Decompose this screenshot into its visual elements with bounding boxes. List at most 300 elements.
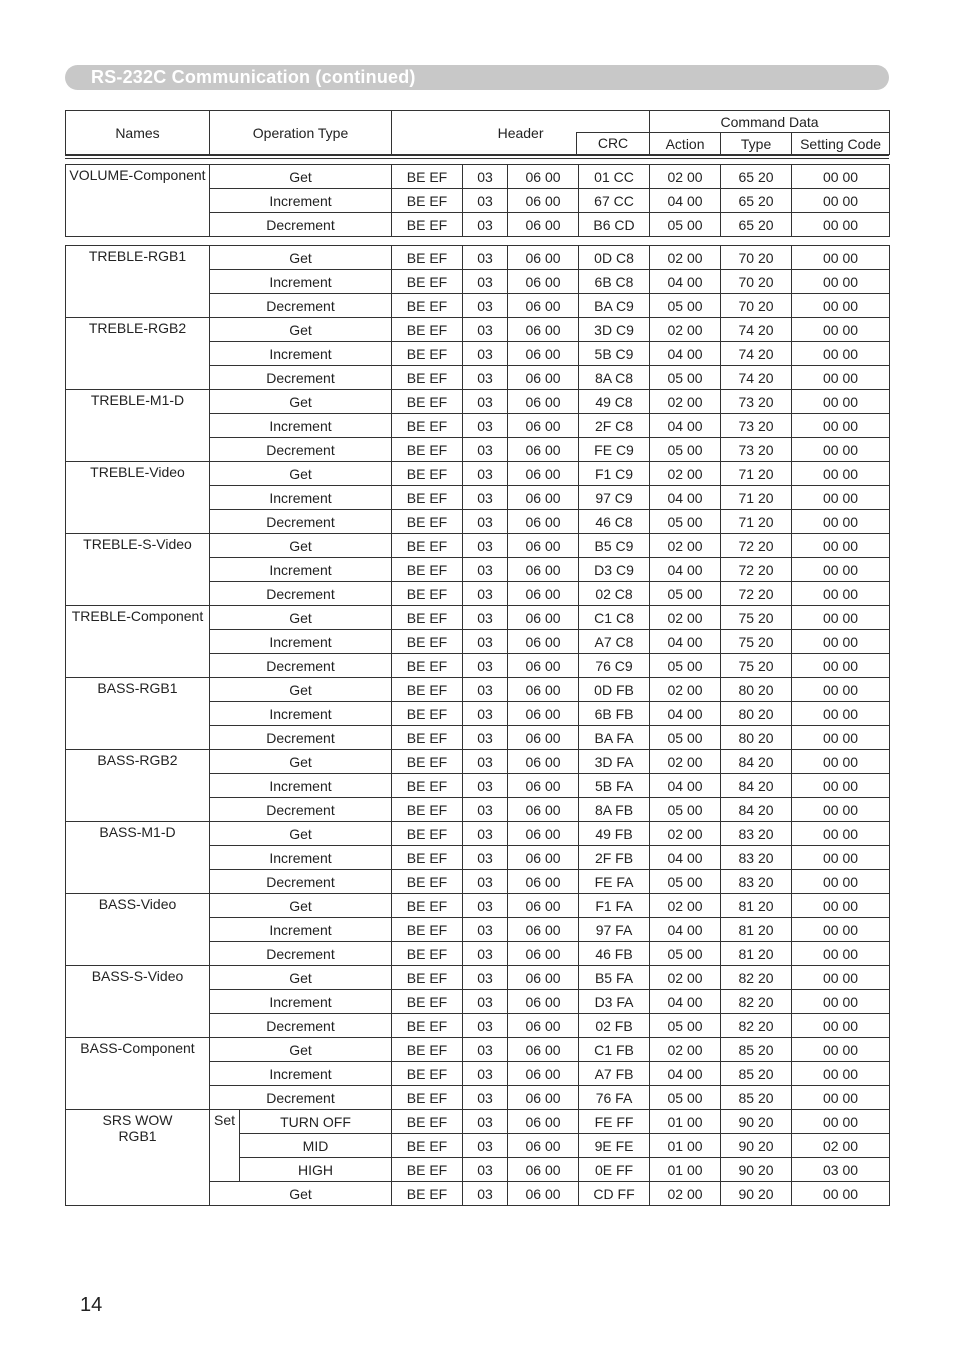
crc-cell: 3D C9 — [579, 318, 650, 342]
crc-cell: CD FF — [579, 1182, 650, 1206]
header-byte-2-cell: 03 — [463, 990, 508, 1014]
type-cell: 82 20 — [721, 1014, 792, 1038]
header-byte-3-cell: 06 00 — [508, 390, 579, 414]
header-byte-1-cell: BE EF — [392, 213, 463, 237]
setting-code-cell: 00 00 — [792, 822, 890, 846]
setting-code-cell: 00 00 — [792, 702, 890, 726]
type-cell: 73 20 — [721, 438, 792, 462]
row-name-cell: TREBLE-S-Video — [66, 534, 210, 606]
header-byte-3-cell: 06 00 — [508, 606, 579, 630]
header-byte-1-cell: BE EF — [392, 1158, 463, 1182]
type-cell: 83 20 — [721, 846, 792, 870]
header-byte-3-cell: 06 00 — [508, 966, 579, 990]
header-byte-1-cell: BE EF — [392, 966, 463, 990]
operation-cell: Decrement — [210, 1086, 392, 1110]
crc-cell: 5B C9 — [579, 342, 650, 366]
crc-cell: 97 C9 — [579, 486, 650, 510]
operation-cell: Get — [210, 606, 392, 630]
action-cell: 02 00 — [650, 894, 721, 918]
setting-code-cell: 00 00 — [792, 414, 890, 438]
operation-type-header: Operation Type — [210, 111, 392, 155]
row-name-cell: TREBLE-Component — [66, 606, 210, 678]
type-cell: 73 20 — [721, 414, 792, 438]
header-byte-2-cell: 03 — [463, 510, 508, 534]
header-byte-1-cell: BE EF — [392, 342, 463, 366]
header-byte-1-cell: BE EF — [392, 822, 463, 846]
header-byte-1-cell: BE EF — [392, 774, 463, 798]
header-label: Header — [497, 124, 544, 141]
action-cell: 05 00 — [650, 294, 721, 318]
crc-cell: 01 CC — [579, 165, 650, 189]
header-byte-2-cell: 03 — [463, 342, 508, 366]
header-byte-3-cell: 06 00 — [508, 918, 579, 942]
operation-cell: TURN OFF — [240, 1110, 392, 1134]
header-byte-1-cell: BE EF — [392, 390, 463, 414]
type-cell: 75 20 — [721, 606, 792, 630]
crc-cell: B6 CD — [579, 213, 650, 237]
type-cell: 90 20 — [721, 1158, 792, 1182]
header-byte-1-cell: BE EF — [392, 1062, 463, 1086]
header-byte-3-cell: 06 00 — [508, 702, 579, 726]
type-cell: 70 20 — [721, 246, 792, 270]
header-byte-3-cell: 06 00 — [508, 654, 579, 678]
action-cell: 04 00 — [650, 990, 721, 1014]
header-byte-1-cell: BE EF — [392, 294, 463, 318]
action-cell: 02 00 — [650, 966, 721, 990]
header-byte-2-cell: 03 — [463, 534, 508, 558]
header-byte-1-cell: BE EF — [392, 462, 463, 486]
setting-code-cell: 00 00 — [792, 342, 890, 366]
header-byte-1-cell: BE EF — [392, 189, 463, 213]
operation-cell: Get — [210, 822, 392, 846]
header-byte-1-cell: BE EF — [392, 1134, 463, 1158]
header-byte-1-cell: BE EF — [392, 270, 463, 294]
setting-code-cell: 00 00 — [792, 1014, 890, 1038]
header-byte-3-cell: 06 00 — [508, 1062, 579, 1086]
header-byte-3-cell: 06 00 — [508, 438, 579, 462]
crc-cell: 49 C8 — [579, 390, 650, 414]
header-byte-1-cell: BE EF — [392, 798, 463, 822]
header-byte-2-cell: 03 — [463, 774, 508, 798]
header-byte-3-cell: 06 00 — [508, 1014, 579, 1038]
setting-code-cell: 03 00 — [792, 1158, 890, 1182]
header-byte-3-cell: 06 00 — [508, 534, 579, 558]
type-cell: 82 20 — [721, 966, 792, 990]
crc-cell: 97 FA — [579, 918, 650, 942]
header-byte-1-cell: BE EF — [392, 438, 463, 462]
table-row — [66, 462, 890, 486]
header-byte-1-cell: BE EF — [392, 606, 463, 630]
setting-code-cell: 00 00 — [792, 558, 890, 582]
action-cell: 04 00 — [650, 270, 721, 294]
header-byte-1-cell: BE EF — [392, 942, 463, 966]
header-byte-2-cell: 03 — [463, 462, 508, 486]
operation-cell: HIGH — [240, 1158, 392, 1182]
type-cell: 74 20 — [721, 366, 792, 390]
header-byte-3-cell: 06 00 — [508, 486, 579, 510]
header-byte-1-cell: BE EF — [392, 318, 463, 342]
crc-cell: 02 FB — [579, 1014, 650, 1038]
header-byte-1-cell: BE EF — [392, 654, 463, 678]
action-cell: 05 00 — [650, 1086, 721, 1110]
type-cell: 70 20 — [721, 294, 792, 318]
header-byte-2-cell: 03 — [463, 1134, 508, 1158]
header-byte-2-cell: 03 — [463, 918, 508, 942]
header-byte-2-cell: 03 — [463, 1110, 508, 1134]
header-byte-2-cell: 03 — [463, 1062, 508, 1086]
type-cell: 81 20 — [721, 894, 792, 918]
header-byte-2-cell: 03 — [463, 270, 508, 294]
action-cell: 02 00 — [650, 462, 721, 486]
crc-cell: 0D C8 — [579, 246, 650, 270]
operation-cell: Increment — [210, 918, 392, 942]
setting-code-cell: 00 00 — [792, 213, 890, 237]
operation-cell: Increment — [210, 342, 392, 366]
header-byte-1-cell: BE EF — [392, 870, 463, 894]
setting-code-cell: 00 00 — [792, 294, 890, 318]
header-byte-1-cell: BE EF — [392, 1086, 463, 1110]
header-divider-top — [65, 155, 889, 156]
operation-cell: Increment — [210, 414, 392, 438]
header-byte-1-cell: BE EF — [392, 486, 463, 510]
action-cell: 05 00 — [650, 1014, 721, 1038]
operation-cell: Get — [210, 462, 392, 486]
operation-cell: Get — [210, 534, 392, 558]
row-name-cell: TREBLE-Video — [66, 462, 210, 534]
header-byte-3-cell: 06 00 — [508, 870, 579, 894]
header-byte-1-cell: BE EF — [392, 1182, 463, 1206]
setting-code-cell: 00 00 — [792, 438, 890, 462]
table-row — [66, 246, 890, 270]
header-byte-2-cell: 03 — [463, 558, 508, 582]
table-row — [66, 534, 890, 558]
table-row — [66, 318, 890, 342]
action-cell: 02 00 — [650, 534, 721, 558]
crc-cell: A7 C8 — [579, 630, 650, 654]
type-cell: 65 20 — [721, 165, 792, 189]
operation-cell: Get — [210, 678, 392, 702]
type-cell: 71 20 — [721, 510, 792, 534]
header-byte-1-cell: BE EF — [392, 678, 463, 702]
header-byte-3-cell: 06 00 — [508, 798, 579, 822]
setting-code-cell: 00 00 — [792, 630, 890, 654]
crc-cell: 8A FB — [579, 798, 650, 822]
setting-code-cell: 00 00 — [792, 726, 890, 750]
operation-cell: Decrement — [210, 798, 392, 822]
operation-cell: Decrement — [210, 870, 392, 894]
setting-code-cell: 00 00 — [792, 1038, 890, 1062]
crc-cell: F1 FA — [579, 894, 650, 918]
action-cell: 02 00 — [650, 606, 721, 630]
row-name-cell: BASS-RGB1 — [66, 678, 210, 750]
type-cell: 75 20 — [721, 654, 792, 678]
setting-code-cell: 00 00 — [792, 750, 890, 774]
row-name-cell: BASS-S-Video — [66, 966, 210, 1038]
header-byte-2-cell: 03 — [463, 966, 508, 990]
action-header: Action — [650, 133, 721, 155]
header-byte-3-cell: 06 00 — [508, 750, 579, 774]
setting-code-cell: 00 00 — [792, 1062, 890, 1086]
header-byte-2-cell: 03 — [463, 630, 508, 654]
type-cell: 81 20 — [721, 918, 792, 942]
operation-cell: Decrement — [210, 438, 392, 462]
type-cell: 90 20 — [721, 1182, 792, 1206]
row-name-cell: TREBLE-RGB2 — [66, 318, 210, 390]
header-byte-3-cell: 06 00 — [508, 774, 579, 798]
header-byte-1-cell: BE EF — [392, 846, 463, 870]
action-cell: 04 00 — [650, 558, 721, 582]
header-byte-3-cell: 06 00 — [508, 894, 579, 918]
type-cell: 83 20 — [721, 822, 792, 846]
crc-cell: 8A C8 — [579, 366, 650, 390]
crc-label: CRC — [597, 135, 629, 151]
action-cell: 02 00 — [650, 390, 721, 414]
table-row — [66, 894, 890, 918]
type-cell: 90 20 — [721, 1110, 792, 1134]
header-byte-3-cell: 06 00 — [508, 630, 579, 654]
action-cell: 05 00 — [650, 510, 721, 534]
setting-code-cell: 00 00 — [792, 1182, 890, 1206]
setting-code-cell: 00 00 — [792, 390, 890, 414]
table-row — [66, 165, 890, 189]
header-byte-3-cell: 06 00 — [508, 1158, 579, 1182]
setting-code-cell: 00 00 — [792, 870, 890, 894]
type-cell: 70 20 — [721, 270, 792, 294]
header-byte-2-cell: 03 — [463, 702, 508, 726]
action-cell: 04 00 — [650, 342, 721, 366]
type-cell: 74 20 — [721, 342, 792, 366]
type-cell: 72 20 — [721, 582, 792, 606]
header-byte-3-cell: 06 00 — [508, 294, 579, 318]
operation-cell: Get — [210, 390, 392, 414]
crc-cell: 67 CC — [579, 189, 650, 213]
action-cell: 02 00 — [650, 1182, 721, 1206]
type-cell: 84 20 — [721, 750, 792, 774]
header-byte-1-cell: BE EF — [392, 726, 463, 750]
action-cell: 02 00 — [650, 165, 721, 189]
header-byte-1-cell: BE EF — [392, 366, 463, 390]
operation-cell: Increment — [210, 558, 392, 582]
crc-cell: BA C9 — [579, 294, 650, 318]
header-byte-2-cell: 03 — [463, 582, 508, 606]
operation-cell: Decrement — [210, 582, 392, 606]
crc-cell: 9E FE — [579, 1134, 650, 1158]
names-header: Names — [66, 111, 210, 155]
type-cell: 85 20 — [721, 1086, 792, 1110]
operation-cell: Decrement — [210, 942, 392, 966]
header-byte-2-cell: 03 — [463, 318, 508, 342]
action-cell: 04 00 — [650, 918, 721, 942]
action-cell: 05 00 — [650, 438, 721, 462]
action-cell: 04 00 — [650, 486, 721, 510]
header-byte-1-cell: BE EF — [392, 1110, 463, 1134]
setting-code-cell: 00 00 — [792, 270, 890, 294]
operation-cell: Get — [210, 894, 392, 918]
operation-cell: Get — [210, 966, 392, 990]
header-byte-2-cell: 03 — [463, 942, 508, 966]
header-byte-3-cell: 06 00 — [508, 342, 579, 366]
table-row — [66, 966, 890, 990]
operation-cell: Decrement — [210, 654, 392, 678]
action-cell: 02 00 — [650, 318, 721, 342]
crc-cell: B5 FA — [579, 966, 650, 990]
setting-code-cell: 00 00 — [792, 534, 890, 558]
header-byte-1-cell: BE EF — [392, 750, 463, 774]
header-byte-2-cell: 03 — [463, 1086, 508, 1110]
crc-cell: 76 C9 — [579, 654, 650, 678]
header-byte-3-cell: 06 00 — [508, 189, 579, 213]
header-byte-1-cell: BE EF — [392, 165, 463, 189]
setting-code-cell: 00 00 — [792, 990, 890, 1014]
type-cell: 90 20 — [721, 1134, 792, 1158]
setting-code-cell: 00 00 — [792, 678, 890, 702]
action-cell: 05 00 — [650, 942, 721, 966]
operation-cell: Decrement — [210, 726, 392, 750]
section-title: RS-232C Communication (continued) — [91, 67, 416, 87]
operation-cell: Increment — [210, 774, 392, 798]
crc-cell: 2F FB — [579, 846, 650, 870]
header-byte-3-cell: 06 00 — [508, 1086, 579, 1110]
crc-cell: C1 FB — [579, 1038, 650, 1062]
crc-cell: 6B C8 — [579, 270, 650, 294]
header-byte-2-cell: 03 — [463, 654, 508, 678]
volume-table — [65, 164, 890, 237]
action-cell: 04 00 — [650, 702, 721, 726]
operation-cell: Increment — [210, 630, 392, 654]
header-byte-2-cell: 03 — [463, 213, 508, 237]
operation-cell: Get — [210, 1182, 392, 1206]
setting-code-cell: 00 00 — [792, 1086, 890, 1110]
type-cell: 81 20 — [721, 942, 792, 966]
crc-cell: 46 C8 — [579, 510, 650, 534]
type-cell: 82 20 — [721, 990, 792, 1014]
header-byte-1-cell: BE EF — [392, 246, 463, 270]
row-name-cell: BASS-Video — [66, 894, 210, 966]
header-byte-1-cell: BE EF — [392, 894, 463, 918]
type-cell: 83 20 — [721, 870, 792, 894]
header-byte-3-cell: 06 00 — [508, 558, 579, 582]
type-cell: 80 20 — [721, 726, 792, 750]
type-cell: 72 20 — [721, 558, 792, 582]
setting-code-cell: 00 00 — [792, 1110, 890, 1134]
action-cell: 02 00 — [650, 246, 721, 270]
table-row — [66, 678, 890, 702]
crc-cell: A7 FB — [579, 1062, 650, 1086]
action-cell: 01 00 — [650, 1110, 721, 1134]
row-name-cell: TREBLE-RGB1 — [66, 246, 210, 318]
header-byte-1-cell: BE EF — [392, 510, 463, 534]
setting-code-cell: 00 00 — [792, 165, 890, 189]
header-byte-1-cell: BE EF — [392, 582, 463, 606]
crc-cell: B5 C9 — [579, 534, 650, 558]
header-byte-2-cell: 03 — [463, 1182, 508, 1206]
crc-cell: FE C9 — [579, 438, 650, 462]
header-byte-2-cell: 03 — [463, 1158, 508, 1182]
operation-cell: Decrement — [210, 510, 392, 534]
type-cell: 65 20 — [721, 213, 792, 237]
action-cell: 05 00 — [650, 654, 721, 678]
header-byte-2-cell: 03 — [463, 798, 508, 822]
setting-code-cell: 00 00 — [792, 894, 890, 918]
operation-cell: Increment — [210, 1062, 392, 1086]
operation-cell: Increment — [210, 189, 392, 213]
operation-cell: Increment — [210, 702, 392, 726]
setting-code-header: Setting Code — [792, 133, 890, 155]
action-cell: 05 00 — [650, 582, 721, 606]
header-byte-3-cell: 06 00 — [508, 942, 579, 966]
setting-code-cell: 00 00 — [792, 189, 890, 213]
header-byte-3-cell: 06 00 — [508, 1134, 579, 1158]
header-byte-1-cell: BE EF — [392, 558, 463, 582]
setting-code-cell: 00 00 — [792, 366, 890, 390]
header-byte-3-cell: 06 00 — [508, 318, 579, 342]
action-cell: 02 00 — [650, 1038, 721, 1062]
setting-code-cell: 00 00 — [792, 942, 890, 966]
header-byte-3-cell: 06 00 — [508, 213, 579, 237]
header-byte-2-cell: 03 — [463, 366, 508, 390]
operation-cell: Increment — [210, 990, 392, 1014]
setting-code-cell: 00 00 — [792, 606, 890, 630]
header-byte-3-cell: 06 00 — [508, 510, 579, 534]
crc-cell: 0E FF — [579, 1158, 650, 1182]
type-cell: 84 20 — [721, 798, 792, 822]
setting-code-cell: 00 00 — [792, 318, 890, 342]
operation-cell: Increment — [210, 846, 392, 870]
operation-cell: Increment — [210, 270, 392, 294]
row-name-cell: SRS WOW RGB1 — [66, 1110, 210, 1206]
crc-cell: 49 FB — [579, 822, 650, 846]
header-byte-2-cell: 03 — [463, 1038, 508, 1062]
type-cell: 85 20 — [721, 1038, 792, 1062]
crc-header — [576, 132, 649, 154]
crc-cell: F1 C9 — [579, 462, 650, 486]
type-cell: 71 20 — [721, 462, 792, 486]
header-byte-3-cell: 06 00 — [508, 846, 579, 870]
setting-code-cell: 00 00 — [792, 918, 890, 942]
table-row — [66, 1110, 890, 1134]
header-byte-2-cell: 03 — [463, 750, 508, 774]
crc-cell: D3 C9 — [579, 558, 650, 582]
type-cell: 75 20 — [721, 630, 792, 654]
header-byte-1-cell: BE EF — [392, 1038, 463, 1062]
crc-cell: D3 FA — [579, 990, 650, 1014]
header-byte-3-cell: 06 00 — [508, 678, 579, 702]
header-byte-2-cell: 03 — [463, 165, 508, 189]
table-row — [66, 1038, 890, 1062]
header-byte-3-cell: 06 00 — [508, 726, 579, 750]
header-byte-3-cell: 06 00 — [508, 1110, 579, 1134]
crc-cell: 5B FA — [579, 774, 650, 798]
operation-cell: Increment — [210, 486, 392, 510]
header-byte-1-cell: BE EF — [392, 1014, 463, 1038]
operation-cell: MID — [240, 1134, 392, 1158]
type-cell: 80 20 — [721, 678, 792, 702]
setting-code-cell: 00 00 — [792, 846, 890, 870]
header-byte-3-cell: 06 00 — [508, 270, 579, 294]
header-byte-3-cell: 06 00 — [508, 165, 579, 189]
header-byte-3-cell: 06 00 — [508, 1038, 579, 1062]
crc-cell: BA FA — [579, 726, 650, 750]
setting-code-cell: 00 00 — [792, 462, 890, 486]
operation-cell: Decrement — [210, 294, 392, 318]
header-byte-2-cell: 03 — [463, 189, 508, 213]
row-name-cell: TREBLE-M1-D — [66, 390, 210, 462]
setting-code-cell: 00 00 — [792, 246, 890, 270]
header-byte-3-cell: 06 00 — [508, 462, 579, 486]
row-name-cell: VOLUME-Component — [66, 165, 210, 237]
header-byte-2-cell: 03 — [463, 726, 508, 750]
action-cell: 04 00 — [650, 1062, 721, 1086]
